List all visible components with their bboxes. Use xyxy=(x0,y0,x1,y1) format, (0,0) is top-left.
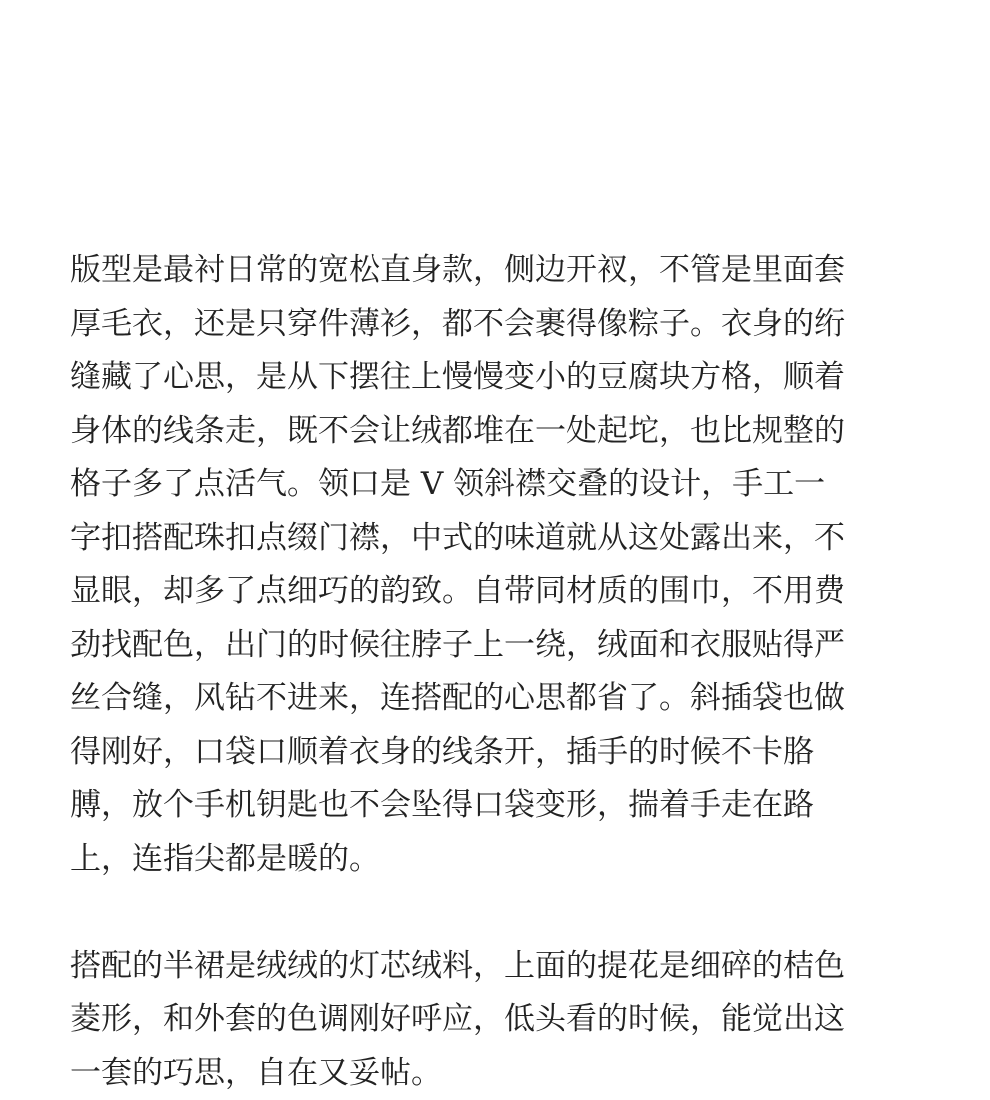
paragraph-line: 膊，放个手机钥匙也不会坠得口袋变形，揣着手走在路 xyxy=(70,779,930,833)
paragraph-line: 劲找配色，出门的时候往脖子上一绕，绒面和衣服贴得严 xyxy=(70,619,930,673)
paragraph-2 xyxy=(70,940,930,1100)
paragraph-line: 得刚好，口袋口顺着衣身的线条开，插手的时候不卡胳 xyxy=(70,726,930,780)
paragraph-line: 显眼，却多了点细巧的韵致。自带同材质的围巾，不用费 xyxy=(70,565,930,619)
paragraph-line: 厚毛衣，还是只穿件薄衫，都不会裹得像粽子。衣身的绗 xyxy=(70,298,930,352)
paragraph-line: 丝合缝，风钻不进来，连搭配的心思都省了。斜插袋也做 xyxy=(70,672,930,726)
paragraph-1 xyxy=(70,244,930,886)
paragraph-line: 上，连指尖都是暖的。 xyxy=(70,833,930,887)
paragraph-line: 搭配的半裙是绒绒的灯芯绒料，上面的提花是细碎的桔色 xyxy=(70,940,930,994)
article-body xyxy=(70,244,930,1100)
paragraph-line: 身体的线条走，既不会让绒都堆在一处起坨，也比规整的 xyxy=(70,405,930,459)
paragraph-spacer xyxy=(70,886,930,940)
paragraph-line: 菱形，和外套的色调刚好呼应，低头看的时候，能觉出这 xyxy=(70,993,930,1047)
paragraph-line: 格子多了点活气。领口是 V 领斜襟交叠的设计，手工一 xyxy=(70,458,930,512)
paragraph-line: 字扣搭配珠扣点缀门襟，中式的味道就从这处露出来，不 xyxy=(70,512,930,566)
paragraph-line: 缝藏了心思，是从下摆往上慢慢变小的豆腐块方格，顺着 xyxy=(70,351,930,405)
paragraph-line: 一套的巧思，自在又妥帖。 xyxy=(70,1047,930,1100)
paragraph-line: 版型是最衬日常的宽松直身款，侧边开衩，不管是里面套 xyxy=(70,244,930,298)
